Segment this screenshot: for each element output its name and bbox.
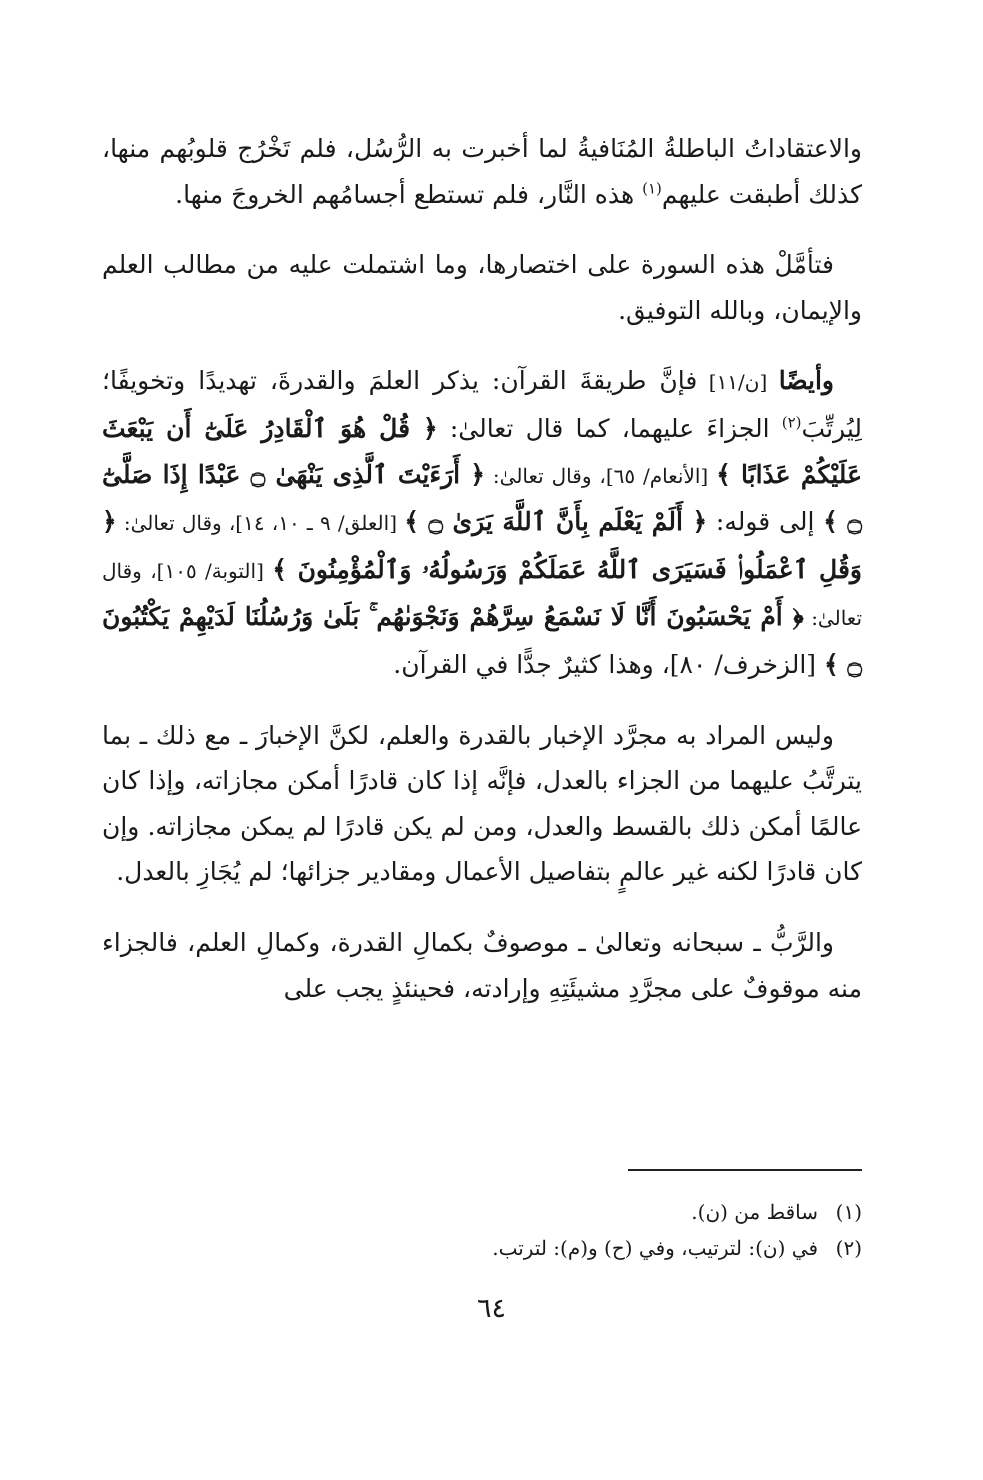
paragraph-1 xyxy=(102,126,862,217)
footnote-number: (١) xyxy=(835,1200,862,1224)
paragraph-2 xyxy=(102,242,862,333)
footnotes xyxy=(102,1194,862,1266)
quran-verse: ﴿ وَقُلِ ٱعْمَلُوا۟ فَسَيَرَى ٱللَّهُ عَمَلَكُمْ وَرَسُولُهُۥ وَٱلْمُؤْمِنُونَ ﴾ xyxy=(102,507,863,584)
verse-citation: [التوبة/ ١٠٥]، وقال تعالىٰ: xyxy=(102,558,863,631)
text-run: والرَّبُّ ـ سبحانه وتعالىٰ ـ موصوفٌ بكمالِ القدرة، وكمالِ العلم، فالجزاء منه موقوفٌ على مجرَّدِ مشيئَتِهِ وإرادته، فحينئذٍ يجب على xyxy=(102,927,862,1003)
text-run: وليس المراد به مجرَّد الإخبار بالقدرة والعلم، لكنَّ الإخبارَ ـ مع ذلك ـ بما يترتَّبُ عليهما من الجزاء بالعدل، فإنَّه إذا كان قادرًا أمكن مجازاته، وإذا كان عالمًا أمكن ذلك بالقسط والعدل، ومن لم يكن قادرًا لم يمكن مجازاته. وإن كان قادرًا لكنه غير عالمٍ بتفاصيل الأعمال ومقادير جزائها؛ لم يُجَازِ بالعدل. xyxy=(102,720,862,887)
text-run: والاعتقاداتُ الباطلةُ المُنَافيةُ لما أخبرت به الرُّسُل، فلم تَخْرُج قلوبُهم منها، كذلك أطبقت عليهم xyxy=(102,134,862,209)
text-run: فتأمَّلْ هذه السورة على اختصارها، وما اشتملت عليه من مطالب العلم والإيمان، وبالله التوفيق. xyxy=(102,250,862,325)
text-run: هذه النَّار، فلم تستطع أجسامُهم الخروجَ منها. xyxy=(175,179,643,209)
paragraph-5 xyxy=(102,920,862,1011)
lead-word: وأيضًا xyxy=(778,366,834,396)
footnote-text: ساقط من (ن). xyxy=(691,1200,818,1224)
footnote-2 xyxy=(102,1230,862,1266)
verse-citation: [الأنعام/ ٦٥]، وقال تعالىٰ: xyxy=(485,463,717,488)
paragraph-3 xyxy=(102,358,862,687)
main-text xyxy=(102,126,862,1036)
text-run: فإنَّ طريقةَ القرآن: يذكر العلمَ والقدرةَ، تهديدًا وتخويفًا؛ لِيُرتِّبَ xyxy=(102,366,862,443)
quran-verse: ﴿ أَمْ يَحْسَبُونَ أَنَّا لَا نَسْمَعُ سِرَّهُمْ وَنَجْوَىٰهُم ۚ بَلَىٰ وَرُسُلُنَا لَدَيْهِمْ يَكْتُبُونَ ۝ ﴾ xyxy=(102,602,862,679)
manuscript-ref: [ن/١١] xyxy=(697,370,779,395)
footnote-ref-2: (٢) xyxy=(781,413,802,432)
text-run: إلى قوله: xyxy=(707,507,824,537)
quran-verse: ﴿ قُلْ هُوَ ٱلْقَادِرُ عَلَىٰٓ أَن يَبْعَثَ عَلَيْكُمْ عَذَابًا ﴾ xyxy=(102,413,863,489)
text-run: [الزخرف/ ٨٠]، وهذا كثيرٌ جدًّا في القرآن. xyxy=(393,649,824,679)
footnote-ref-1: (١) xyxy=(642,179,662,198)
page-number: ٦٤ xyxy=(476,1293,506,1324)
quran-verse: ﴿ أَرَءَيْتَ ٱلَّذِى يَنْهَىٰ ۝ عَبْدًا إِذَا صَلَّىٰٓ ۝ ﴾ xyxy=(102,459,863,537)
footnote-divider xyxy=(628,1169,862,1171)
footnote-text: في (ن): لترتيب، وفي (ح) و(م): لترتب. xyxy=(492,1236,818,1260)
quran-verse: ﴿ أَلَمْ يَعْلَم بِأَنَّ ٱللَّهَ يَرَىٰ ۝ ﴾ xyxy=(404,507,708,537)
footnote-number: (٢) xyxy=(835,1236,862,1260)
footnote-1 xyxy=(102,1194,862,1230)
verse-citation: [العلق/ ٩ ـ ١٠، ١٤]، وقال تعالىٰ: xyxy=(116,511,405,536)
text-run: الجزاءَ عليهما، كما قال تعالىٰ: xyxy=(437,413,782,443)
paragraph-4 xyxy=(102,713,862,895)
